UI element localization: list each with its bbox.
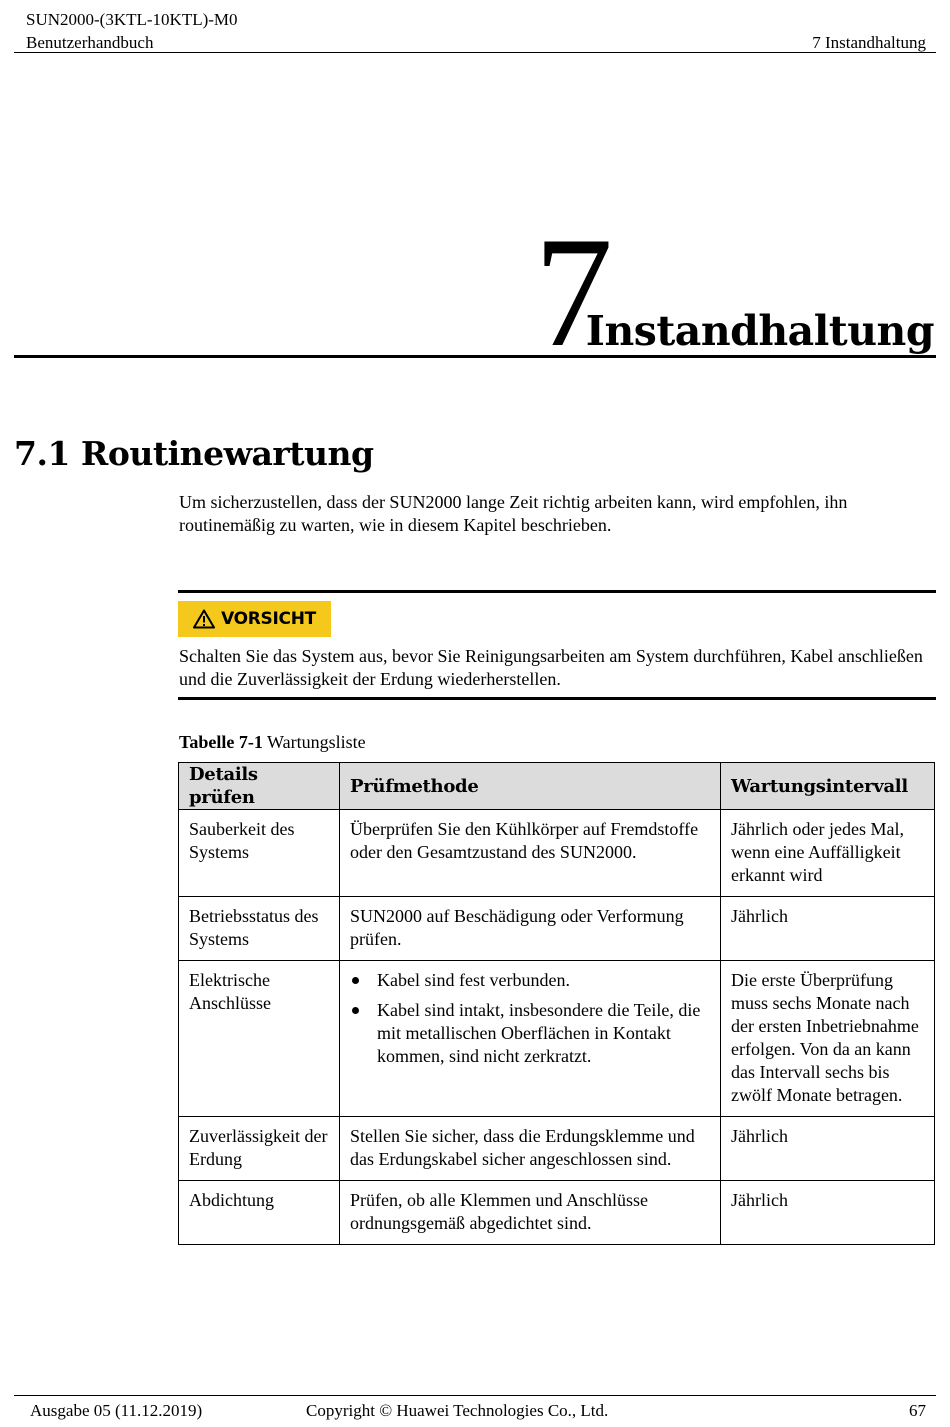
warning-triangle-icon [193,609,215,629]
bullet-list [350,969,710,1068]
running-header-chapter: 7 Instandhaltung [812,33,926,52]
table-caption [179,731,366,754]
table-cell-item: Sauberkeit des Systems [179,810,340,897]
section-intro: Um sicherzustellen, dass der SUN2000 lange Zeit richtig arbeiten kann, wird empfohlen, ihn routinemäßig zu warten, wie in diesem Kapitel beschrieben. [179,492,848,535]
notice-top-rule [178,590,936,593]
table-cell-item: Elektrische Anschlüsse [179,961,340,1117]
table-cell-item: Betriebsstatus des Systems [179,897,340,961]
table-cell-interval: Jährlich [721,1117,935,1181]
caution-text: Schalten Sie das System aus, bevor Sie Reinigungsarbeiten am System durchführen, Kabel anschließen und die Zuverlässigkeit der Erdung wiederherstellen. [179,646,923,689]
table-cell-interval: Jährlich oder jedes Mal, wenn eine Auffälligkeit erkannt wird [721,810,935,897]
manual-name: Benutzerhandbuch [26,33,154,52]
list-item: Kabel sind intakt, insbesondere die Teile, die mit metallischen Oberflächen in Kontakt kommen, sind nicht zerkratzt. [350,999,710,1068]
table-row [179,1117,935,1181]
running-header-left [26,8,238,54]
table-row [179,810,935,897]
chapter-number: 7 [534,205,613,380]
table-cell-interval: Die erste Überprüfung muss sechs Monate nach der ersten Inbetriebnahme erfolgen. Von da an kann das Intervall sechs bis zwölf Monate betragen. [721,961,935,1117]
header-divider [14,52,936,53]
table-header-row [179,763,935,810]
table-row [179,1181,935,1245]
table-cell-item: Abdichtung [179,1181,340,1245]
footer-edition: Ausgabe 05 (11.12.2019) [30,1401,203,1420]
table-cell-method: SUN2000 auf Beschädigung oder Verformung prüfen. [340,897,721,961]
table-cell-method: Stellen Sie sicher, dass die Erdungsklemme und das Erdungskabel sicher angeschlossen sind. [340,1117,721,1181]
chapter-title: Instandhaltung [585,307,934,355]
section-title: 7.1 Routinewartung [14,434,374,473]
notice-bottom-rule [178,697,936,700]
footer-copyright: Copyright © Huawei Technologies Co., Ltd. [306,1401,609,1420]
column-header: Details prüfen [179,763,340,810]
table-cell-method: Überprüfen Sie den Kühlkörper auf Fremdstoffe oder den Gesamtzustand des SUN2000. [340,810,721,897]
table-cell-interval: Jährlich [721,1181,935,1245]
chapter-divider [14,355,936,358]
page-number: 67 [909,1401,926,1420]
caution-badge [178,601,331,637]
table-cell-item: Zuverlässigkeit der Erdung [179,1117,340,1181]
product-name: SUN2000-(3KTL-10KTL)-M0 [26,10,238,29]
footer-divider [14,1395,936,1396]
table-row [179,897,935,961]
table-row [179,961,935,1117]
table-caption-label: Tabelle 7-1 [179,732,263,752]
caution-label: VORSICHT [221,609,316,629]
column-header: Wartungsintervall [721,763,935,810]
table-cell-method [340,961,721,1117]
table-caption-text: Wartungsliste [267,732,366,752]
list-item: Kabel sind fest verbunden. [350,969,710,992]
table-cell-interval: Jährlich [721,897,935,961]
column-header: Prüfmethode [340,763,721,810]
maintenance-table [178,762,935,1245]
table-cell-method: Prüfen, ob alle Klemmen und Anschlüsse ordnungsgemäß abgedichtet sind. [340,1181,721,1245]
